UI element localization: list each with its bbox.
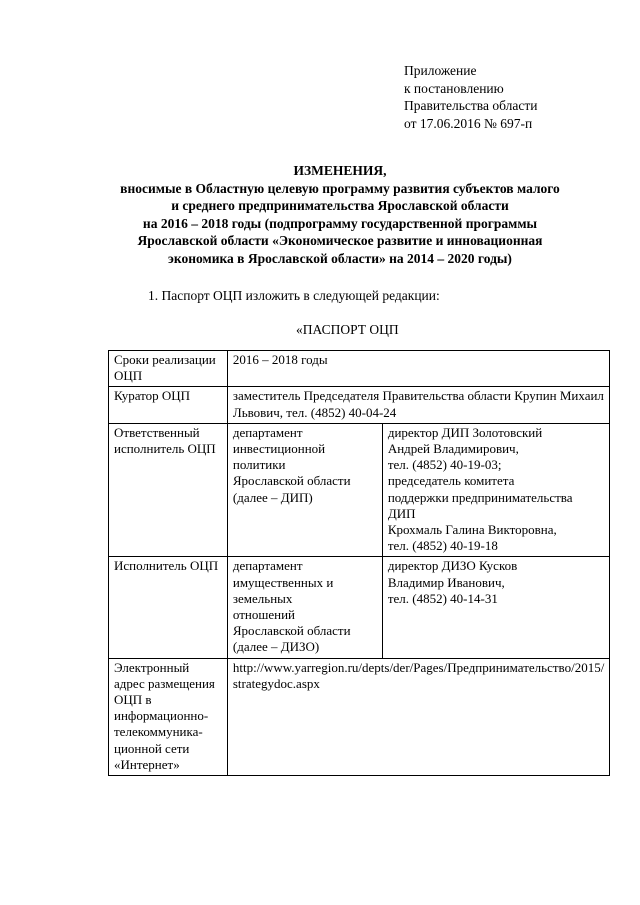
title-line: экономика в Ярославской области» на 2014 – 2020 годы): [168, 250, 512, 266]
org-line: инвестиционной: [232, 441, 326, 457]
org-line: политики: [232, 457, 286, 473]
passport-heading: «ПАСПОРТ ОЦП: [296, 322, 399, 337]
document-title: [60, 162, 620, 268]
org-line: департамент: [232, 424, 303, 440]
org-line: земельных: [232, 590, 293, 606]
row-label: Ответственный исполнитель ОЦП: [109, 423, 228, 557]
table-row: [109, 351, 610, 387]
contact-line: ДИП: [387, 505, 416, 521]
org-line: отношений: [232, 607, 295, 623]
contact-line: Крохмаль Галина Викторовна,: [387, 522, 557, 538]
table-row: [109, 658, 610, 775]
org-line: Ярославской области: [232, 473, 351, 489]
approval-line: к постановлению: [404, 80, 504, 96]
contact-line: Андрей Владимирович,: [387, 441, 519, 457]
approval-block: [404, 62, 537, 132]
org-line: имущественных и: [232, 574, 334, 590]
contact-line: Владимир Иванович,: [387, 574, 505, 590]
row-contacts: [382, 423, 609, 557]
table-row: [109, 557, 610, 658]
row-value: 2016 – 2018 годы: [227, 351, 609, 387]
row-organization: [227, 423, 382, 557]
contact-line: директор ДИП Золотовский: [387, 424, 543, 440]
row-value: заместитель Председателя Правительства области Крупин Михаил Львович, тел. (4852) 40-04-24: [227, 387, 609, 423]
title-line: Ярославской области «Экономическое развитие и инновационная: [137, 233, 543, 249]
website-link[interactable]: http://www.yarregion.ru/depts/der/Pages/Предпринимательство/2015/strategydoc.aspx: [227, 658, 609, 775]
row-contacts: [382, 557, 609, 658]
table-row: [109, 423, 610, 557]
org-line: (далее – ДИП): [232, 489, 313, 505]
title-heading: ИЗМЕНЕНИЯ,: [293, 163, 387, 178]
title-line: на 2016 – 2018 годы (подпрограмму государственной программы: [142, 215, 538, 231]
title-line: вносимые в Областную целевую программу развития субъектов малого: [120, 180, 560, 196]
contact-line: тел. (4852) 40-14-31: [387, 590, 498, 606]
contact-line: поддержки предпринимательства: [387, 489, 573, 505]
row-organization: [227, 557, 382, 658]
org-line: Ярославской области: [232, 623, 351, 639]
approval-line: от 17.06.2016 № 697-п: [404, 115, 533, 131]
org-line: (далее – ДИЗО): [232, 639, 320, 655]
point-1-text: 1. Паспорт ОЦП изложить в следующей редакции:: [148, 288, 440, 303]
contact-line: директор ДИЗО Кусков: [387, 558, 518, 574]
table-row: [109, 387, 610, 423]
contact-line: тел. (4852) 40-19-18: [387, 538, 498, 554]
row-label: Сроки реализации ОЦП: [109, 351, 228, 387]
approval-line: Правительства области: [404, 98, 538, 113]
passport-table: [108, 350, 610, 776]
org-line: департамент: [232, 558, 303, 574]
row-label: Куратор ОЦП: [109, 387, 228, 423]
contact-line: председатель комитета: [387, 473, 515, 489]
contact-line: тел. (4852) 40-19-03;: [387, 457, 502, 473]
row-label: Исполнитель ОЦП: [109, 557, 228, 658]
title-line: и среднего предпринимательства Ярославской области: [171, 198, 509, 214]
row-label: Электронный адрес размещения ОЦП в информационно-телекоммуника-ционной сети «Интернет»: [109, 658, 228, 775]
approval-line: Приложение: [404, 63, 477, 78]
